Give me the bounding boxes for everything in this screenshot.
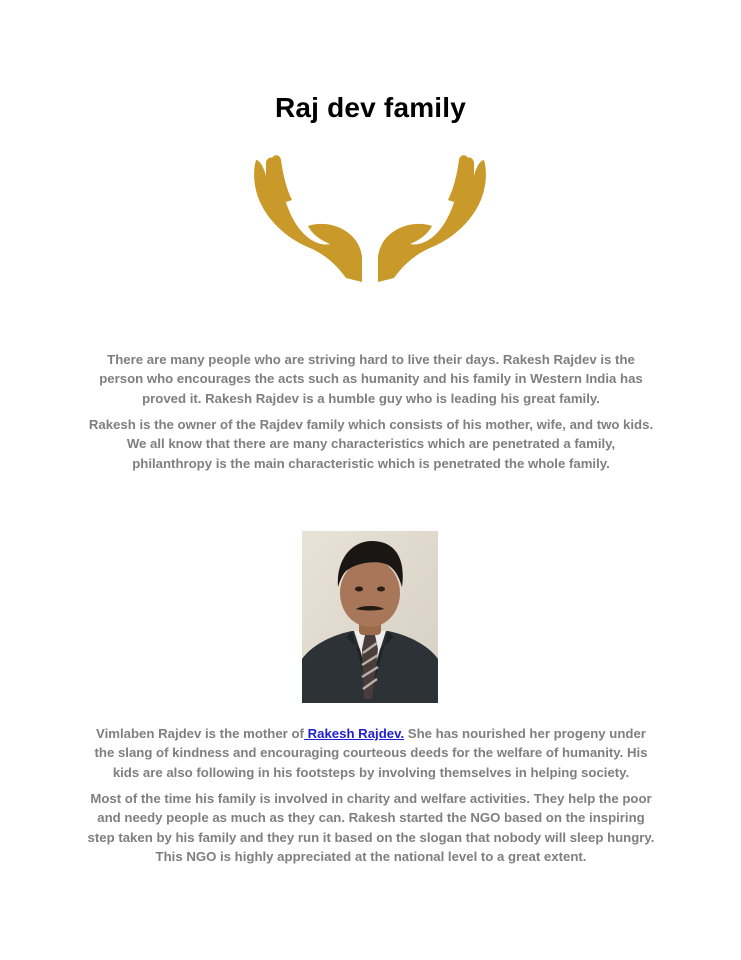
open-hands-icon — [250, 152, 490, 286]
mother-paragraph — [86, 724, 656, 782]
charity-paragraph: Most of the time his family is involved in charity and welfare activities. They help the poor and needy people as much as they can. Rakesh started the NGO based on the inspiring step taken by his family and they run it based on the slogan that nobody will sleep hungry. This NGO is highly appreciated at the national level to a great extent. — [87, 791, 655, 864]
rakesh-rajdev-link[interactable]: Rakesh Rajdev. — [303, 726, 405, 741]
page-title: Raj dev family — [274, 92, 467, 123]
portrait-photo — [302, 531, 438, 703]
mother-paragraph-lead: Vimlaben Rajdev is the mother of — [96, 726, 304, 741]
intro-paragraph-1: There are many people who are striving hard to live their days. Rakesh Rajdev is the person who encourages the acts such as humanity and his family in Western India has proved it. Rakesh Rajdev is a humble guy who is leading his great family. — [99, 352, 643, 406]
mother-paragraph-rest: She has nourished her progeny under the slang of kindness and encouraging courteous deeds for the welfare of humanity. His kids are also following in his footsteps by involving themselves in helping society. — [94, 726, 648, 780]
intro-paragraph-2: Rakesh is the owner of the Rajdev family which consists of his mother, wife, and two kids. We all know that there are many characteristics which are penetrated a family, philanthropy is the main characteristic which is penetrated the whole family. — [88, 417, 654, 471]
